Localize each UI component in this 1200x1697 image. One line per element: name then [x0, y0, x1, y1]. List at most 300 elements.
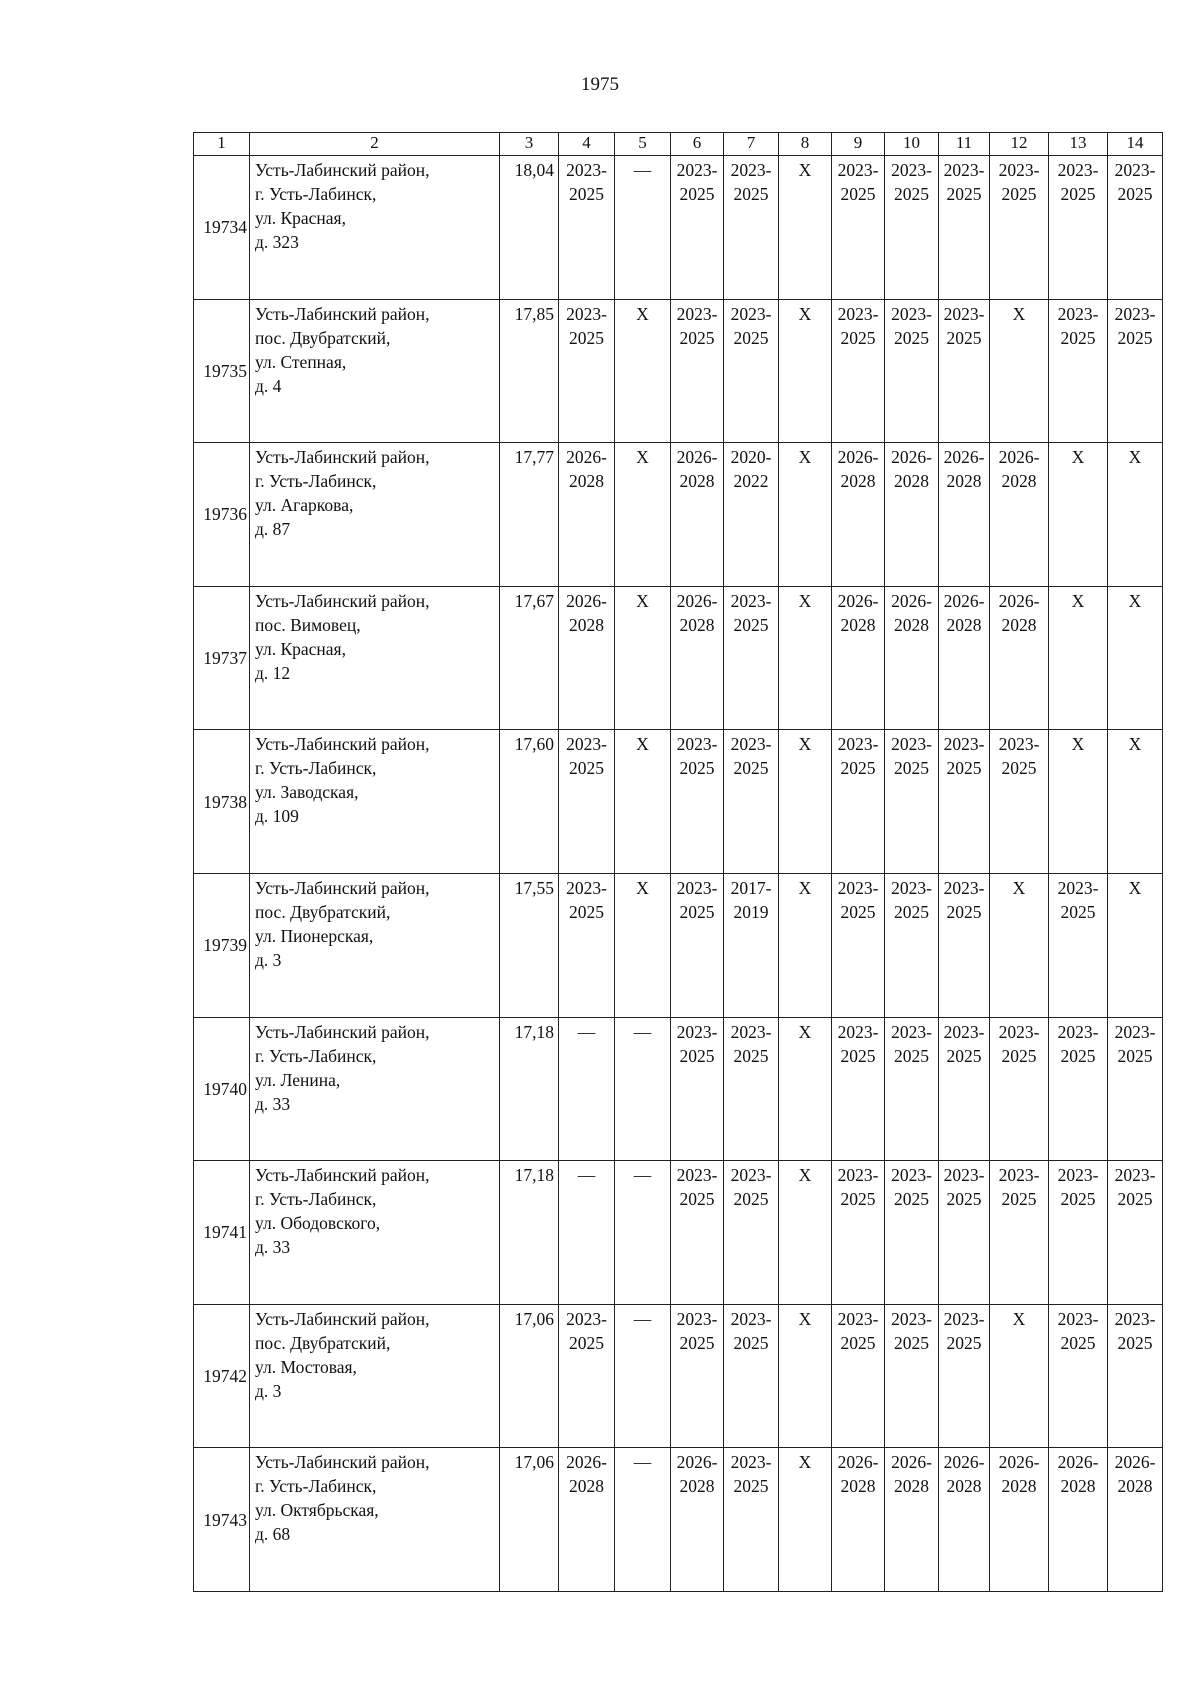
address-line: ул. Пионерская, [255, 925, 374, 946]
period-value: 2023- 2025 [730, 1021, 772, 1066]
period-cell-col-6 [671, 586, 724, 730]
area-value: 17,60 [500, 730, 559, 874]
period-value: X [798, 734, 812, 755]
period-cell-col-8 [779, 299, 832, 443]
address-line: д. 33 [255, 1093, 291, 1114]
row-number: 19741 [194, 1161, 250, 1305]
period-cell-col-14 [1108, 156, 1163, 300]
period-cell-col-13 [1049, 443, 1108, 587]
period-cell-col-14 [1108, 873, 1163, 1017]
period-cell-col-7 [724, 1448, 779, 1592]
period-value: — [633, 1452, 652, 1473]
period-value: 2023- 2025 [730, 1452, 772, 1497]
period-value: 2026- 2028 [566, 1452, 607, 1497]
period-cell-col-6 [671, 443, 724, 587]
period-value: X [636, 303, 649, 324]
period-value: — [633, 1021, 652, 1042]
period-value: 2023- 2025 [998, 734, 1040, 779]
period-value: 2026- 2028 [891, 590, 932, 635]
period-value: 2023- 2025 [943, 303, 985, 348]
address-line: Усть-Лабинский район, [255, 447, 430, 468]
housing-register-table [193, 132, 1163, 1592]
period-cell-col-9 [832, 586, 885, 730]
period-cell-col-9 [832, 730, 885, 874]
period-value: 2023- 2025 [1057, 1308, 1099, 1353]
table-row [194, 1448, 1163, 1592]
period-cell-col-10 [885, 1304, 939, 1448]
period-cell-col-5 [615, 156, 671, 300]
address-line: г. Усть-Лабинск, [255, 184, 377, 204]
period-cell-col-5 [615, 1017, 671, 1161]
period-cell-col-13 [1049, 1304, 1108, 1448]
address-cell [250, 1304, 500, 1448]
period-value: 2023- 2025 [998, 1165, 1040, 1210]
period-cell-col-7 [724, 586, 779, 730]
period-cell-col-10 [885, 873, 939, 1017]
period-value: — [633, 160, 652, 180]
period-value: X [1128, 734, 1142, 755]
period-value: 2023- 2025 [943, 734, 985, 779]
period-value: 2023- 2025 [891, 1021, 932, 1066]
period-value: 2026- 2028 [676, 447, 718, 492]
column-header-8: 8 [779, 133, 832, 156]
period-value: X [636, 877, 649, 898]
period-value: 2026- 2028 [891, 1452, 932, 1497]
period-cell-col-12 [990, 443, 1049, 587]
area-value: 17,55 [500, 873, 559, 1017]
period-cell-col-6 [671, 156, 724, 300]
column-header-3: 3 [500, 133, 559, 156]
period-cell-col-9 [832, 1017, 885, 1161]
period-value: 2026- 2028 [998, 447, 1040, 492]
period-cell-col-11 [939, 443, 990, 587]
period-cell-col-13 [1049, 1017, 1108, 1161]
table-row [194, 156, 1163, 300]
area-value: 18,04 [500, 156, 559, 300]
period-cell-col-12 [990, 1448, 1049, 1592]
period-value: 2023- 2025 [676, 877, 718, 922]
period-cell-col-13 [1049, 730, 1108, 874]
period-value: X [1012, 877, 1026, 898]
period-value: X [1071, 447, 1085, 468]
table-row [194, 1017, 1163, 1161]
period-cell-col-8 [779, 1304, 832, 1448]
address-line: д. 3 [255, 949, 282, 970]
period-cell-col-5 [615, 586, 671, 730]
column-header-1: 1 [194, 133, 250, 156]
period-cell-col-8 [779, 156, 832, 300]
period-value: X [798, 590, 812, 611]
period-value: 2023- 2025 [891, 734, 932, 779]
period-value: 2026- 2028 [566, 590, 607, 635]
period-cell-col-12 [990, 156, 1049, 300]
period-value: 2023- 2025 [943, 1165, 985, 1210]
period-value: — [633, 1165, 652, 1186]
address-line: пос. Двубратский, [255, 327, 391, 348]
table-row [194, 586, 1163, 730]
period-value: X [1071, 590, 1085, 611]
period-value: 2023- 2025 [891, 303, 932, 348]
row-number: 19734 [194, 156, 250, 300]
period-cell-col-13 [1049, 156, 1108, 300]
table-row [194, 443, 1163, 587]
period-cell-col-8 [779, 730, 832, 874]
address-line: Усть-Лабинский район, [255, 1308, 430, 1329]
address-line: пос. Двубратский, [255, 901, 391, 922]
address-line: г. Усть-Лабинск, [255, 1476, 377, 1497]
period-value: 2020- 2022 [730, 447, 772, 492]
row-number: 19743 [194, 1448, 250, 1592]
period-cell-col-5 [615, 1448, 671, 1592]
period-cell-col-11 [939, 586, 990, 730]
address-line: ул. Красная, [255, 208, 346, 228]
period-value: 2023- 2025 [943, 1308, 985, 1353]
period-value: X [798, 877, 812, 898]
period-cell-col-4 [559, 156, 615, 300]
period-cell-col-6 [671, 1304, 724, 1448]
period-value: 2026- 2028 [566, 447, 607, 492]
period-cell-col-13 [1049, 1448, 1108, 1592]
column-header-7: 7 [724, 133, 779, 156]
period-cell-col-11 [939, 1304, 990, 1448]
period-cell-col-7 [724, 1017, 779, 1161]
period-value: 2023- 2025 [1057, 877, 1099, 922]
area-value: 17,18 [500, 1017, 559, 1161]
period-cell-col-6 [671, 1017, 724, 1161]
address-cell [250, 156, 500, 300]
period-cell-col-6 [671, 1448, 724, 1592]
period-value: 2023- 2025 [837, 877, 879, 922]
address-cell [250, 586, 500, 730]
period-cell-col-14 [1108, 1017, 1163, 1161]
period-cell-col-13 [1049, 586, 1108, 730]
address-line: Усть-Лабинский район, [255, 590, 430, 611]
address-line: ул. Ободовского, [255, 1213, 381, 1234]
period-value: 2026- 2028 [837, 447, 879, 492]
period-value: X [636, 447, 649, 468]
period-cell-col-13 [1049, 299, 1108, 443]
area-value: 17,67 [500, 586, 559, 730]
period-value: X [798, 1452, 812, 1473]
address-line: г. Усть-Лабинск, [255, 471, 377, 492]
period-value: 2023- 2025 [676, 303, 718, 348]
period-value: 2023- 2025 [1057, 1165, 1099, 1210]
period-cell-col-11 [939, 299, 990, 443]
column-header-6: 6 [671, 133, 724, 156]
period-value: 2023- 2025 [998, 1021, 1040, 1066]
address-line: ул. Октябрьская, [255, 1500, 379, 1521]
address-line: д. 87 [255, 519, 291, 540]
period-cell-col-10 [885, 730, 939, 874]
period-value: 2023- 2025 [943, 1021, 985, 1066]
table-row [194, 1161, 1163, 1305]
period-value: 2023- 2025 [998, 160, 1040, 204]
address-line: д. 3 [255, 1380, 282, 1401]
period-cell-col-10 [885, 299, 939, 443]
period-cell-col-11 [939, 156, 990, 300]
period-value: 2026- 2028 [1114, 1452, 1156, 1497]
address-cell [250, 730, 500, 874]
period-cell-col-4 [559, 1017, 615, 1161]
period-value: 2023- 2025 [730, 1165, 772, 1210]
period-value: 2023- 2025 [837, 1308, 879, 1353]
column-header-12: 12 [990, 133, 1049, 156]
period-value: X [1012, 303, 1026, 324]
area-value: 17,85 [500, 299, 559, 443]
period-cell-col-14 [1108, 1161, 1163, 1305]
period-value: X [798, 1165, 812, 1186]
period-value: X [636, 590, 649, 611]
period-cell-col-10 [885, 1448, 939, 1592]
period-value: X [798, 447, 812, 468]
address-line: ул. Ленина, [255, 1069, 341, 1090]
period-value: 2023- 2025 [676, 1021, 718, 1066]
period-value: 2023- 2025 [1114, 160, 1156, 204]
address-line: ул. Агаркова, [255, 495, 354, 516]
period-cell-col-12 [990, 1017, 1049, 1161]
period-value: 2023- 2025 [676, 734, 718, 779]
period-cell-col-5 [615, 1161, 671, 1305]
table-body [194, 156, 1163, 1592]
period-value: 2023- 2025 [1114, 303, 1156, 348]
address-line: ул. Степная, [255, 351, 347, 372]
period-cell-col-14 [1108, 586, 1163, 730]
period-cell-col-13 [1049, 1161, 1108, 1305]
period-value: 2023- 2025 [730, 590, 772, 635]
period-value: X [1128, 877, 1142, 898]
area-value: 17,06 [500, 1304, 559, 1448]
row-number: 19736 [194, 443, 250, 587]
period-value: X [798, 160, 812, 180]
row-number: 19735 [194, 299, 250, 443]
period-cell-col-5 [615, 873, 671, 1017]
period-cell-col-4 [559, 586, 615, 730]
period-value: X [1128, 447, 1142, 468]
period-cell-col-4 [559, 873, 615, 1017]
period-value: — [577, 1021, 596, 1042]
period-value: 2023- 2025 [1114, 1165, 1156, 1210]
period-value: X [798, 303, 812, 324]
period-cell-col-9 [832, 156, 885, 300]
period-cell-col-8 [779, 1448, 832, 1592]
period-value: 2026- 2028 [998, 1452, 1040, 1497]
row-number: 19738 [194, 730, 250, 874]
period-cell-col-9 [832, 1448, 885, 1592]
period-cell-col-14 [1108, 443, 1163, 587]
period-cell-col-14 [1108, 1448, 1163, 1592]
period-value: X [798, 1021, 812, 1042]
address-cell [250, 299, 500, 443]
address-line: д. 323 [255, 232, 299, 252]
period-value: — [633, 1308, 652, 1329]
period-value: 2026- 2028 [943, 447, 985, 492]
period-cell-col-7 [724, 873, 779, 1017]
period-value: 2023- 2025 [566, 160, 607, 204]
period-cell-col-11 [939, 873, 990, 1017]
address-cell [250, 873, 500, 1017]
column-header-5: 5 [615, 133, 671, 156]
period-cell-col-10 [885, 156, 939, 300]
column-header-13: 13 [1049, 133, 1108, 156]
period-value: 2023- 2025 [837, 734, 879, 779]
period-value: X [636, 734, 649, 755]
column-header-4: 4 [559, 133, 615, 156]
period-cell-col-9 [832, 1161, 885, 1305]
address-line: Усть-Лабинский район, [255, 1021, 430, 1042]
period-value: 2023- 2025 [676, 1308, 718, 1353]
period-cell-col-4 [559, 299, 615, 443]
period-cell-col-5 [615, 1304, 671, 1448]
period-cell-col-11 [939, 1161, 990, 1305]
period-value: 2023- 2025 [837, 1021, 879, 1066]
address-line: ул. Мостовая, [255, 1356, 357, 1377]
period-cell-col-9 [832, 873, 885, 1017]
period-cell-col-9 [832, 1304, 885, 1448]
period-cell-col-8 [779, 1161, 832, 1305]
period-value: 2023- 2025 [566, 734, 607, 779]
period-cell-col-14 [1108, 299, 1163, 443]
period-cell-col-5 [615, 299, 671, 443]
period-value: 2023- 2025 [891, 1308, 932, 1353]
address-line: Усть-Лабинский район, [255, 1452, 430, 1473]
period-value: 2026- 2028 [998, 590, 1040, 635]
period-value: 2023- 2025 [943, 877, 985, 922]
period-value: 2026- 2028 [676, 1452, 718, 1497]
row-number: 19740 [194, 1017, 250, 1161]
period-cell-col-13 [1049, 873, 1108, 1017]
period-value: X [1128, 590, 1142, 611]
period-cell-col-7 [724, 1304, 779, 1448]
period-value: 2026- 2028 [943, 590, 985, 635]
address-cell [250, 1017, 500, 1161]
period-cell-col-6 [671, 730, 724, 874]
column-header-9: 9 [832, 133, 885, 156]
table-row [194, 730, 1163, 874]
address-line: пос. Двубратский, [255, 1332, 391, 1353]
period-value: 2023- 2025 [730, 734, 772, 779]
period-value: 2023- 2025 [676, 1165, 718, 1210]
period-cell-col-7 [724, 1161, 779, 1305]
row-number: 19739 [194, 873, 250, 1017]
period-cell-col-7 [724, 730, 779, 874]
address-line: д. 109 [255, 806, 299, 827]
row-number: 19737 [194, 586, 250, 730]
address-line: д. 12 [255, 662, 291, 683]
period-value: 2023- 2025 [676, 160, 718, 204]
period-cell-col-12 [990, 299, 1049, 443]
address-line: пос. Вимовец, [255, 614, 361, 635]
table-row [194, 1304, 1163, 1448]
period-value: 2023- 2025 [566, 303, 607, 348]
period-cell-col-12 [990, 1304, 1049, 1448]
area-value: 17,18 [500, 1161, 559, 1305]
period-value: 2023- 2025 [566, 877, 607, 922]
address-cell [250, 1161, 500, 1305]
period-cell-col-8 [779, 873, 832, 1017]
period-cell-col-12 [990, 730, 1049, 874]
period-cell-col-11 [939, 730, 990, 874]
row-number: 19742 [194, 1304, 250, 1448]
period-cell-col-12 [990, 586, 1049, 730]
period-cell-col-4 [559, 730, 615, 874]
column-header-14: 14 [1108, 133, 1163, 156]
period-value: 2023- 2025 [730, 160, 772, 204]
period-cell-col-9 [832, 443, 885, 587]
period-cell-col-10 [885, 443, 939, 587]
period-cell-col-7 [724, 156, 779, 300]
period-cell-col-6 [671, 873, 724, 1017]
period-cell-col-8 [779, 1017, 832, 1161]
address-line: ул. Красная, [255, 638, 346, 659]
period-value: 2023- 2025 [837, 303, 879, 348]
period-cell-col-5 [615, 730, 671, 874]
period-value: 2023- 2025 [1057, 160, 1099, 204]
period-value: 2023- 2025 [1114, 1308, 1156, 1353]
period-cell-col-10 [885, 1017, 939, 1161]
period-cell-col-6 [671, 299, 724, 443]
period-cell-col-4 [559, 1304, 615, 1448]
address-line: д. 68 [255, 1524, 291, 1545]
period-value: X [1071, 734, 1085, 755]
period-value: 2026- 2028 [837, 590, 879, 635]
period-value: X [798, 1308, 812, 1329]
period-cell-col-4 [559, 1161, 615, 1305]
address-line: г. Усть-Лабинск, [255, 758, 377, 779]
address-line: Усть-Лабинский район, [255, 160, 430, 180]
period-cell-col-14 [1108, 1304, 1163, 1448]
period-cell-col-4 [559, 1448, 615, 1592]
period-value: 2026- 2028 [676, 590, 718, 635]
period-cell-col-10 [885, 586, 939, 730]
period-value: 2026- 2028 [943, 1452, 985, 1497]
address-line: Усть-Лабинский район, [255, 1165, 430, 1186]
period-cell-col-12 [990, 1161, 1049, 1305]
period-value: 2023- 2025 [891, 160, 932, 204]
period-cell-col-7 [724, 299, 779, 443]
period-value: 2026- 2028 [837, 1452, 879, 1497]
period-cell-col-4 [559, 443, 615, 587]
address-line: ул. Заводская, [255, 782, 359, 803]
period-value: 2023- 2025 [891, 877, 932, 922]
address-line: д. 4 [255, 375, 282, 396]
period-value: — [577, 1165, 596, 1186]
address-line: Усть-Лабинский район, [255, 734, 430, 755]
period-cell-col-7 [724, 443, 779, 587]
column-header-2: 2 [250, 133, 500, 156]
address-line: Усть-Лабинский район, [255, 303, 430, 324]
table-row [194, 873, 1163, 1017]
period-cell-col-8 [779, 586, 832, 730]
address-cell [250, 1448, 500, 1592]
period-cell-col-11 [939, 1017, 990, 1161]
period-value: 2023- 2025 [730, 303, 772, 348]
area-value: 17,06 [500, 1448, 559, 1592]
period-value: 2023- 2025 [943, 160, 985, 204]
address-line: г. Усть-Лабинск, [255, 1189, 377, 1210]
period-cell-col-5 [615, 443, 671, 587]
page-number: 1975 [581, 74, 619, 95]
address-line: г. Усть-Лабинск, [255, 1045, 377, 1066]
period-value: 2023- 2025 [566, 1308, 607, 1353]
period-value: 2023- 2025 [837, 160, 879, 204]
period-cell-col-6 [671, 1161, 724, 1305]
period-cell-col-9 [832, 299, 885, 443]
period-value: 2017- 2019 [730, 877, 772, 922]
column-header-10: 10 [885, 133, 939, 156]
period-cell-col-14 [1108, 730, 1163, 874]
address-line: Усть-Лабинский район, [255, 877, 430, 898]
period-value: 2023- 2025 [1057, 1021, 1099, 1066]
